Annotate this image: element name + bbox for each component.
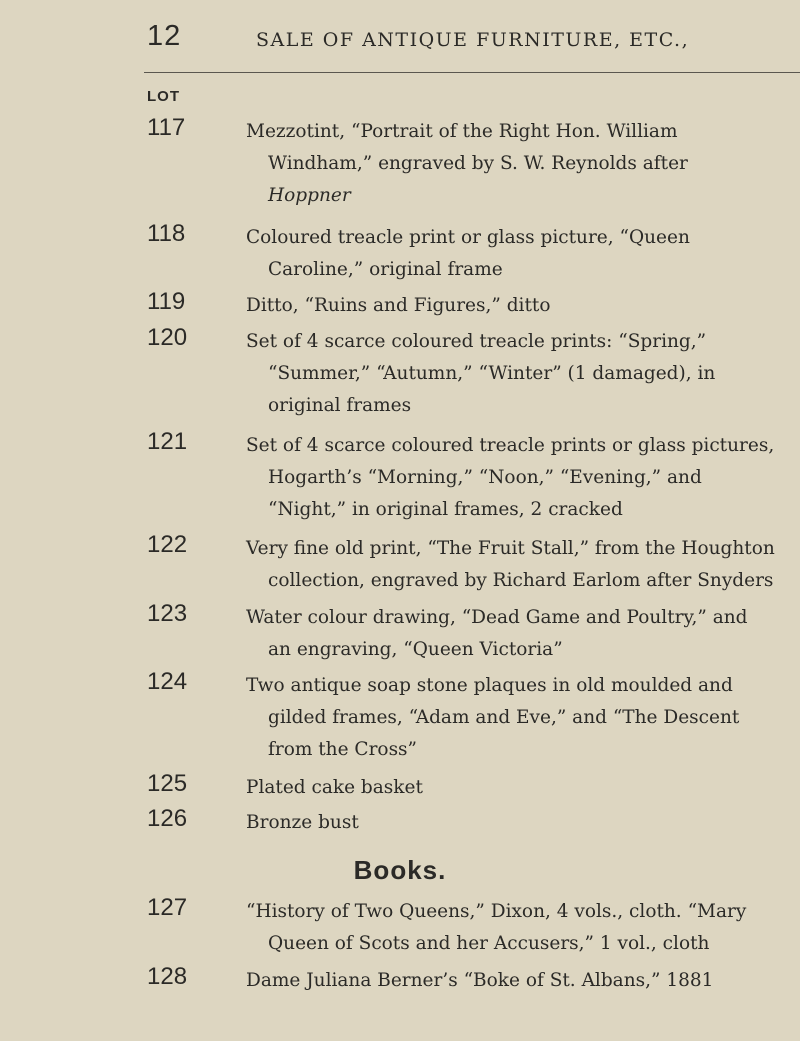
lot-number: 122 bbox=[147, 531, 188, 558]
page-number: 12 bbox=[147, 20, 182, 52]
lot-number: 127 bbox=[147, 894, 188, 921]
lot-description bbox=[246, 533, 775, 597]
description-line: Ditto, “Ruins and Figures,” ditto bbox=[246, 295, 551, 316]
running-head: SALE OF ANTIQUE FURNITURE, ETC., bbox=[256, 29, 690, 51]
description-line: Dame Juliana Berner’s “Boke of St. Albans,” 1881 bbox=[246, 970, 714, 991]
description-line: Two antique soap stone plaques in old moulded and bbox=[246, 675, 733, 696]
lot-description bbox=[246, 326, 716, 422]
section-heading: Books. bbox=[353, 855, 447, 885]
description-line: Set of 4 scarce coloured treacle prints or glass pictures, bbox=[246, 435, 775, 456]
lot-description bbox=[246, 116, 688, 212]
lot-number: 126 bbox=[147, 805, 188, 832]
description-line: “Night,” in original frames, 2 cracked bbox=[268, 499, 623, 520]
header-rule bbox=[144, 72, 800, 73]
description-line: collection, engraved by Richard Earlom after Snyders bbox=[268, 570, 774, 591]
description-line: Set of 4 scarce coloured treacle prints: “Spring,” bbox=[246, 331, 707, 352]
lot-number: 117 bbox=[147, 114, 186, 141]
description-line: Plated cake basket bbox=[246, 777, 423, 798]
description-line: Windham,” engraved by S. W. Reynolds after bbox=[268, 153, 688, 174]
description-line: Water colour drawing, “Dead Game and Poultry,” and bbox=[246, 607, 748, 628]
description-line: Hoppner bbox=[268, 185, 351, 206]
lot-number: 124 bbox=[147, 668, 188, 695]
lot-number: 128 bbox=[147, 963, 188, 990]
description-line: an engraving, “Queen Victoria” bbox=[268, 639, 563, 660]
lot-description bbox=[246, 222, 690, 286]
lot-number: 120 bbox=[147, 324, 188, 351]
lot-number: 125 bbox=[147, 770, 188, 797]
description-line: Mezzotint, “Portrait of the Right Hon. William bbox=[246, 121, 678, 142]
lot-description bbox=[246, 602, 748, 666]
lot-description bbox=[246, 430, 775, 526]
description-line: Queen of Scots and her Accusers,” 1 vol., cloth bbox=[268, 933, 710, 954]
lot-description bbox=[246, 772, 676, 804]
lot-description bbox=[246, 807, 676, 839]
description-line: gilded frames, “Adam and Eve,” and “The Descent bbox=[268, 707, 740, 728]
lot-description bbox=[246, 290, 676, 322]
description-line: “History of Two Queens,” Dixon, 4 vols., cloth. “Mary bbox=[246, 901, 747, 922]
description-line: from the Cross” bbox=[268, 739, 418, 760]
description-line: Caroline,” original frame bbox=[268, 259, 503, 280]
description-line: Hogarth’s “Morning,” “Noon,” “Evening,” and bbox=[268, 467, 702, 488]
description-line: Bronze bust bbox=[246, 812, 359, 833]
description-line: “Summer,” “Autumn,” “Winter” (1 damaged), in bbox=[268, 363, 716, 384]
lot-number: 118 bbox=[147, 220, 186, 247]
lot-number: 119 bbox=[147, 288, 186, 315]
lot-description bbox=[246, 965, 714, 997]
description-line: original frames bbox=[268, 395, 412, 416]
lot-description bbox=[246, 670, 740, 766]
lot-column-label: LOT bbox=[147, 88, 180, 105]
lot-number: 123 bbox=[147, 600, 188, 627]
description-line: Very fine old print, “The Fruit Stall,” from the Houghton bbox=[246, 538, 775, 559]
description-line: Coloured treacle print or glass picture, “Queen bbox=[246, 227, 690, 248]
lot-number: 121 bbox=[147, 428, 188, 455]
lot-description bbox=[246, 896, 747, 960]
